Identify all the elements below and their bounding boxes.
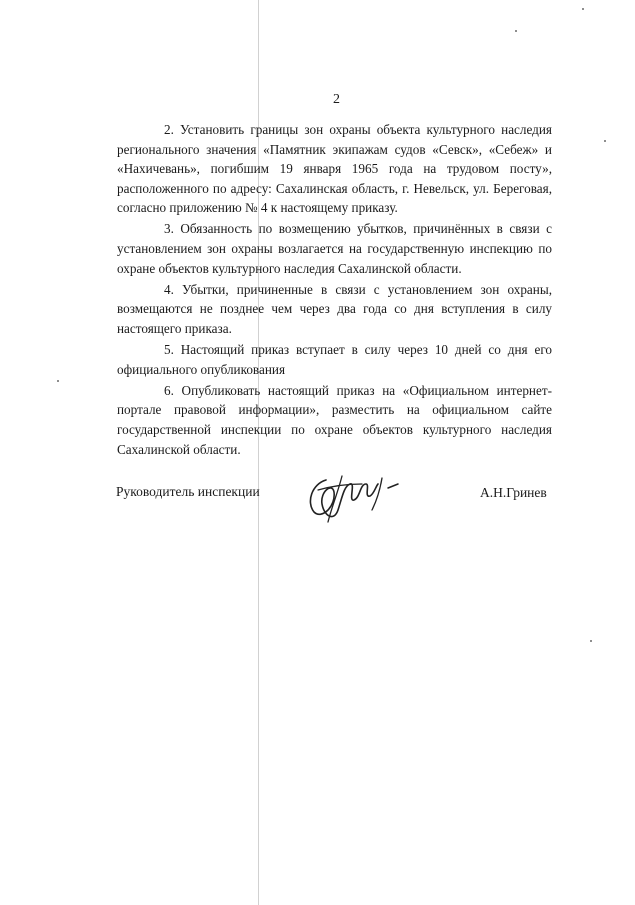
paragraph-boundaries: 2. Установить границы зон охраны объекта культурного наследия регионального значения «Памятник экипажам судов «Севск», «Себеж» и «Нахичевань», погибшим 19 января 1965 года на трудовом посту», расположенного по адресу: Сахалинская область, г. Невельск, ул. Береговая, согласно приложению № 4 к настоящему приказу. [117, 122, 552, 216]
signer-title: Руководитель инспекции [116, 484, 260, 499]
paragraph-effective-date: 5. Настоящий приказ вступает в силу через 10 дней со дня его официального опубликования [117, 342, 552, 377]
scan-speck [515, 30, 517, 32]
scan-speck [57, 380, 59, 382]
scan-speck [604, 140, 606, 142]
paragraph-compensation-term: 4. Убытки, причиненные в связи с установлением зон охраны, возмещаются не позднее чем через два года со дня вступления в силу настоящего приказа. [117, 281, 552, 336]
paragraph-compensation-duty: 3. Обязанность по возмещению убытков, причинённых в связи с установлением зон охраны возлагается на государственную инспекцию по охране объектов культурного наследия Сахалинской области. [117, 221, 552, 276]
scan-speck [590, 640, 592, 642]
page-number: 2 [333, 92, 340, 107]
order-body [117, 120, 552, 459]
scan-speck [582, 8, 584, 10]
paragraph-publication: 6. Опубликовать настоящий приказ на «Официальном интернет-портале правовой информации», разместить на официальном сайте государственной инспекции по охране объектов культурного наследия Сахалинской области. [117, 382, 552, 457]
signer-name: А.Н.Гринев [480, 485, 547, 500]
signature-icon [298, 462, 403, 530]
